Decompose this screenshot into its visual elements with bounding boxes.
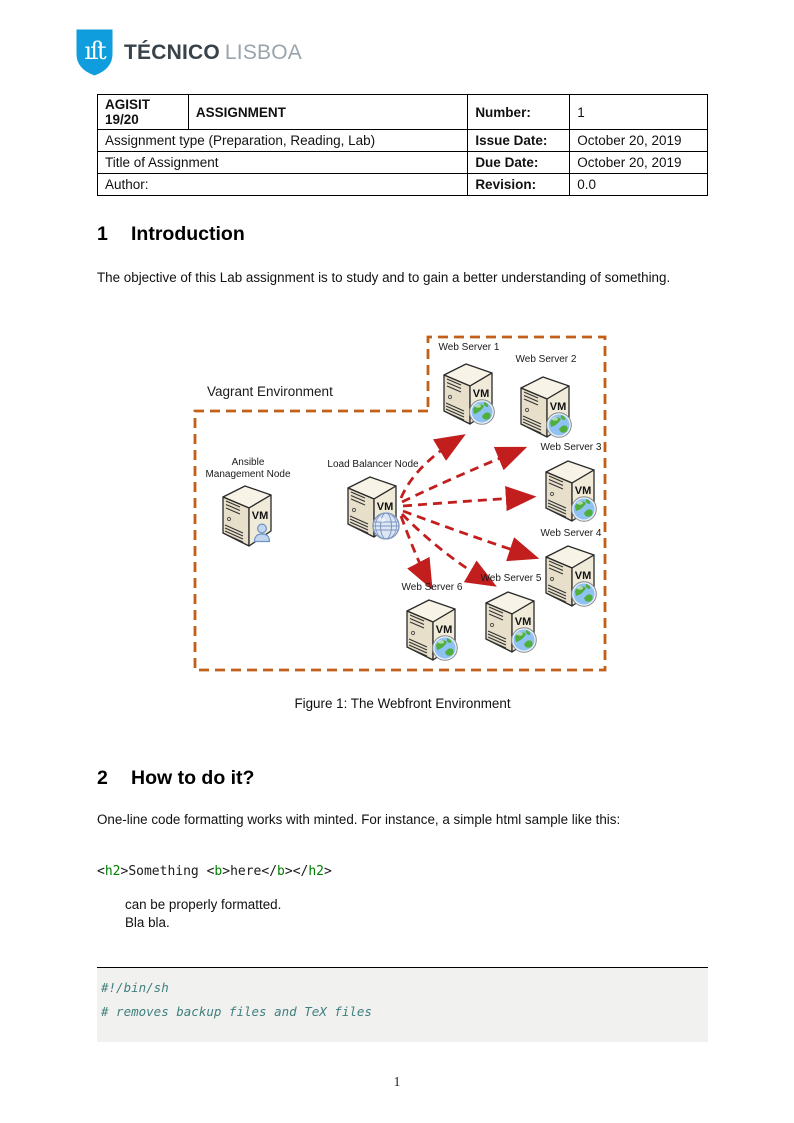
code-text-token: here [230, 864, 262, 879]
code-text-token: > [284, 864, 293, 879]
code-line-comment: # removes backup files and TeX files [101, 1004, 372, 1019]
logo-wordmark [124, 41, 302, 65]
arrow-lb-to-ws3 [403, 497, 531, 506]
code-text-token: </ [261, 864, 278, 879]
code-text-token: < [206, 864, 215, 879]
ist-monogram: ıſt [84, 37, 105, 65]
code-line-shebang: #!/bin/sh [101, 980, 169, 995]
table-row [98, 130, 708, 152]
section-1-title: Introduction [131, 223, 245, 245]
code-tag-token: h2 [104, 864, 121, 879]
logo-tecnico: TÉCNICO [124, 40, 220, 64]
inline-code-line [97, 864, 332, 879]
section-1-heading [97, 223, 245, 246]
section-1-number: 1 [97, 223, 108, 245]
assignment-cell: ASSIGNMENT [188, 95, 467, 130]
code-tag-token: h2 [308, 864, 325, 879]
table-row [98, 152, 708, 174]
section-2-paragraph: One-line code formatting works with minted. For instance, a simple html sample like this: [97, 812, 621, 827]
server-icon-web6 [407, 600, 457, 660]
after-code-line2: Bla bla. [125, 914, 170, 930]
due-date-value-cell: October 20, 2019 [570, 152, 708, 174]
logo-lisboa: LISBOA [224, 40, 302, 64]
server-icon-web1 [444, 364, 494, 424]
issue-date-label-cell: Issue Date: [468, 130, 570, 152]
webfront-environment-figure [97, 330, 708, 680]
code-text-token: > [120, 864, 129, 879]
title-cell: Title of Assignment [98, 152, 468, 174]
code-text-token: </ [292, 864, 309, 879]
table-row [98, 174, 708, 196]
assignment-header-table [97, 94, 708, 196]
code-tag-token: b [277, 864, 285, 879]
table-row [98, 95, 708, 130]
server-icon-load-balancer [348, 477, 399, 539]
tecnico-lisboa-logo [75, 28, 302, 77]
server-icon-web4 [546, 546, 596, 606]
due-date-label-cell: Due Date: [468, 152, 570, 174]
code-tag-token: b [214, 864, 223, 879]
figure-caption: Figure 1: The Webfront Environment [294, 696, 511, 711]
section-2-title: How to do it? [131, 767, 255, 789]
code-text-token: Something [128, 864, 207, 879]
server-icon-web2 [521, 377, 571, 437]
number-value-cell: 1 [570, 95, 708, 130]
arrow-lb-to-ws2 [402, 449, 522, 502]
code-text-token: > [222, 864, 231, 879]
code-text-token: > [324, 864, 332, 879]
ansible-label-line1: Ansible [231, 457, 265, 468]
server-icon-web5 [486, 592, 536, 652]
web-server-3-label: Web Server 3 [540, 442, 602, 453]
web-server-1-label: Web Server 1 [438, 342, 500, 353]
web-server-5-label: Web Server 5 [480, 573, 542, 584]
load-balancer-label: Load Balancer Node [327, 459, 419, 470]
number-label-cell: Number: [468, 95, 570, 130]
server-icon-ansible [223, 486, 271, 546]
assignment-type-cell: Assignment type (Preparation, Reading, Lab) [98, 130, 468, 152]
issue-date-value-cell: October 20, 2019 [570, 130, 708, 152]
web-server-4-label: Web Server 4 [540, 528, 602, 539]
revision-value-cell: 0.0 [570, 174, 708, 196]
ist-shield-icon [75, 28, 114, 77]
ansible-label-line2: Management Node [205, 469, 291, 480]
section-1-paragraph: The objective of this Lab assignment is to study and to gain a better understanding of something. [97, 270, 671, 285]
arrow-lb-to-ws5 [402, 514, 492, 584]
ansible-node-label [205, 457, 290, 481]
section-2-heading [97, 767, 254, 790]
revision-label-cell: Revision: [468, 174, 570, 196]
after-code-line1: can be properly formatted. [125, 897, 282, 912]
environment-diagram: VM [97, 330, 708, 680]
arrow-lb-to-ws4 [403, 511, 534, 557]
author-cell: Author: [98, 174, 468, 196]
server-icon-web3 [546, 461, 596, 521]
course-code-cell: AGISIT 19/20 [98, 95, 189, 130]
vagrant-environment-label: Vagrant Environment [207, 384, 333, 399]
code-text-token: < [97, 864, 105, 879]
shell-code-block [97, 967, 708, 1042]
page-number: 1 [393, 1074, 401, 1089]
after-code-text [125, 896, 281, 931]
web-server-2-label: Web Server 2 [515, 354, 577, 365]
section-2-number: 2 [97, 767, 108, 789]
web-server-6-label: Web Server 6 [401, 582, 463, 593]
